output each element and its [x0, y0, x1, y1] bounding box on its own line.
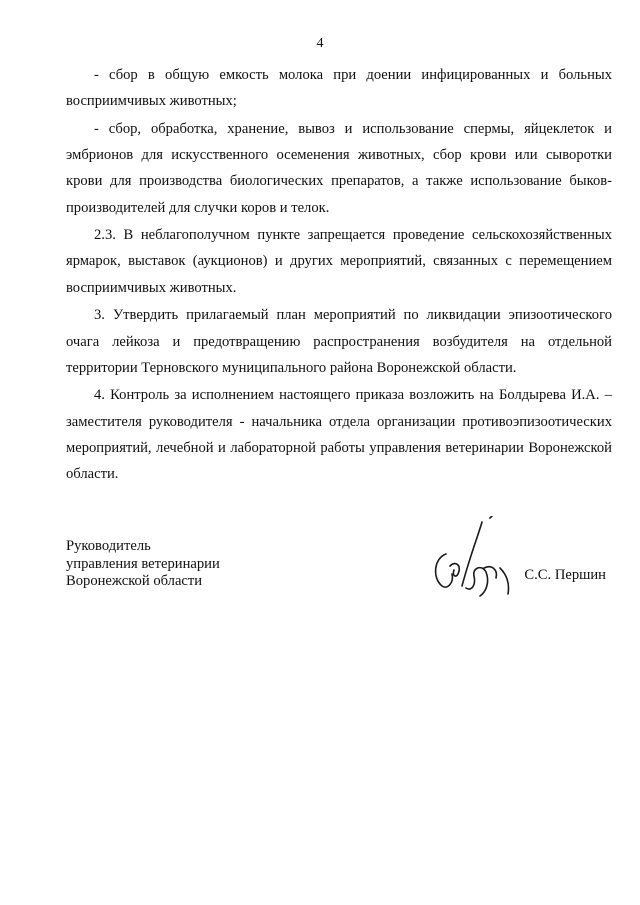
signatory-position-line: Руководитель: [66, 538, 151, 554]
signatory-position-line: управления ветеринарии: [66, 555, 220, 572]
signatory-position-line: Воронежской области: [66, 573, 203, 589]
page-number: 4: [316, 36, 324, 51]
signatory-name: С.С. Першин: [524, 567, 606, 583]
paragraph-2-3-fair-ban: 2.3. В неблагополучном пункте запрещается проведение сельскохозяйственных ярмарок, выставок (аукционов) и других мероприятий, связанных с перемещением восприимчивых животных.: [66, 227, 612, 296]
signatory-position: [66, 538, 220, 591]
paragraph-milk-collection: - сбор в общую емкость молока при доении инфицированных и больных восприимчивых животных;: [66, 67, 612, 110]
signature-block: [66, 538, 612, 608]
paragraph-3-approve-plan: 3. Утвердить прилагаемый план мероприятий по ликвидации эпизоотического очага лейкоза и предотвращению распространения возбудителя на отдельной территории Терновского муниципального района Воронежской области.: [66, 307, 612, 376]
paragraph-4-control: 4. Контроль за исполнением настоящего приказа возложить на Болдырева И.А. – заместителя руководителя - начальника отдела организации противоэпизоотических мероприятий, лечебной и лабораторной работы управления ветеринарии Воронежской области.: [66, 387, 612, 483]
handwritten-signature: [426, 516, 526, 601]
document-body: [66, 62, 612, 489]
paragraph-sperm-embryo-use: - сбор, обработка, хранение, вывоз и использование спермы, яйцеклеток и эмбрионов для искусственного осеменения животных, сбор крови или сыворотки крови для производства биологических препаратов, а также использование быков-производителей для случки коров и телок.: [66, 120, 612, 216]
